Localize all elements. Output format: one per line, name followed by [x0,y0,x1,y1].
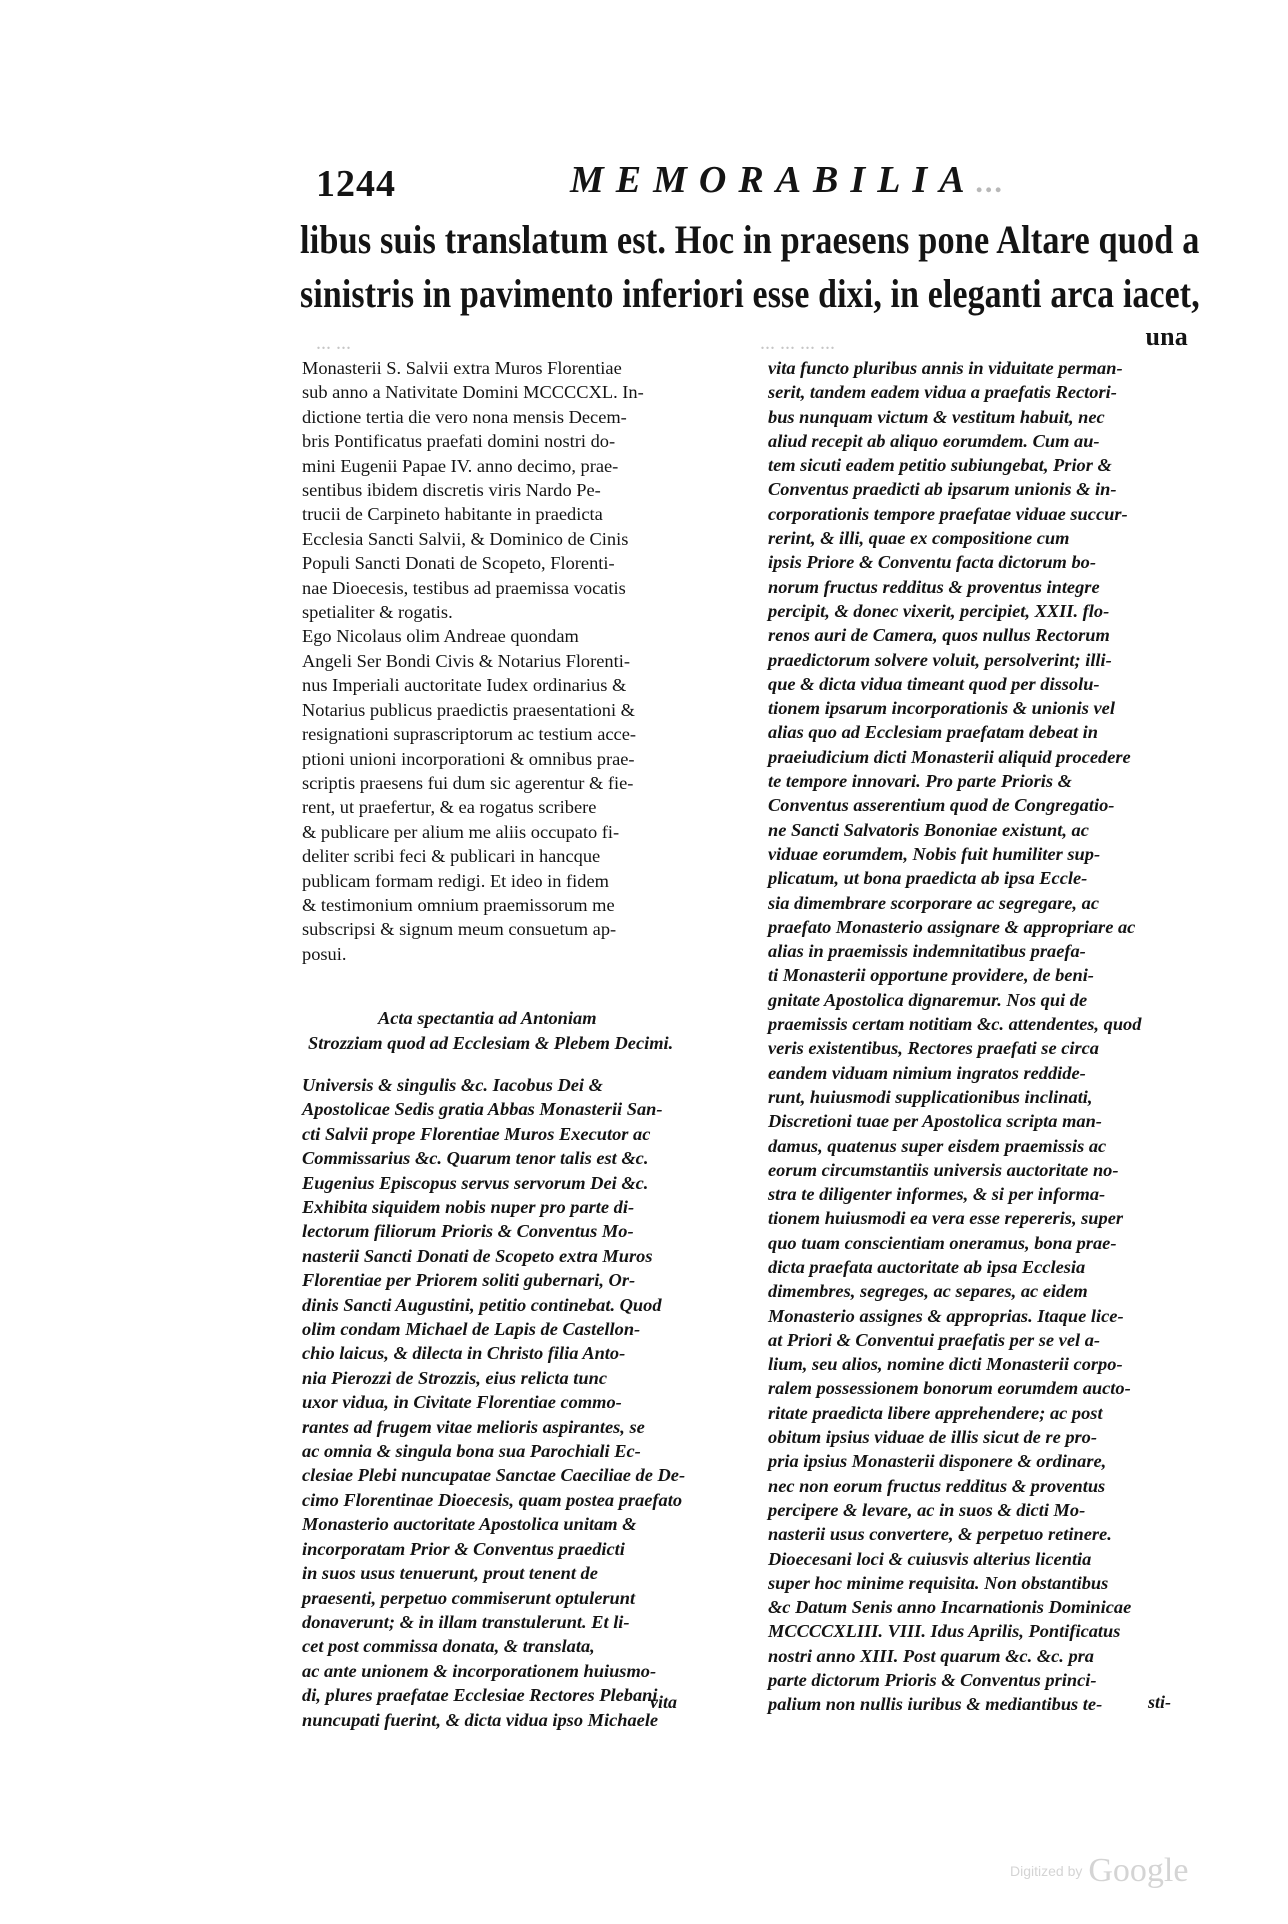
text-line: Conventus praedicti ab ipsarum unionis & in- [768,479,1117,500]
text-line: rantes ad frugem vitae melioris aspirantes, se [302,1416,645,1437]
text-line: & testimonium omnium praemissorum me [302,894,615,915]
text-line: veris existentibus, Rectores praefati se circa [768,1038,1099,1059]
text-line: viduae eorumdem, Nobis fuit humiliter sup- [768,843,1101,864]
text-line: Eugenius Episcopus servus servorum Dei &c. [302,1172,649,1193]
text-line: te tempore innovari. Pro parte Prioris & [768,771,1072,792]
text-line: dinis Sancti Augustini, petitio continebat. Quod [302,1294,662,1315]
text-line: publicam formam redigi. Et ideo in fidem [302,870,609,891]
text-line: serit, tandem eadem vidua a praefatis Rectori- [768,382,1117,403]
catchword-right: sti- [1148,1692,1172,1712]
text-line: bris Pontificatus praefati domini nostri do- [302,431,616,452]
text-line: Commissarius &c. Quarum tenor talis est &c. [302,1148,649,1169]
text-line: ptioni unioni incorporationi & omnibus prae- [302,748,635,769]
text-line: praedictorum solvere voluit, persolverint; illi- [768,649,1112,670]
text-line: percipere & levare, ac in suos & dicti Mo- [768,1499,1086,1520]
text-line: Ego Nicolaus olim Andreae quondam [302,626,579,647]
text-line: damus, quatenus super eisdem praemissis ac [768,1135,1107,1156]
text-line: Discretioni tuae per Apostolica scripta man- [768,1111,1102,1132]
text-line: percipit, & donec vixerit, percipiet, XXII. flo- [768,600,1110,621]
text-line: posui. [302,943,347,964]
watermark-prefix: Digitized by [1010,1863,1083,1879]
text-line: ipsis Priore & Conventu facta dictorum bo- [768,552,1096,573]
bleed-through-text-left: ... ... [316,332,351,354]
text-line: parte dictorum Prioris & Conventus princi- [768,1670,1097,1691]
text-line: Monasterio auctoritate Apostolica unitam & [302,1514,637,1535]
section-spacer-2 [302,1055,740,1073]
text-line: gnitate Apostolica dignaremur. Nos qui de [768,989,1088,1010]
right-column-text [768,356,1206,1717]
text-line: praemissis certam notitiam &c. attendentes, quod [768,1014,1142,1035]
left-column-text-b [302,1073,740,1732]
catchword-left: vita [650,1692,677,1712]
text-line: at Priori & Conventui praefatis per se vel a- [768,1329,1101,1350]
text-line: eorum circumstantiis universis auctoritate no- [768,1159,1119,1180]
running-title-tail: ... [976,166,1006,199]
text-line: clesiae Plebi nuncupatae Sanctae Caeciliae de De- [302,1465,686,1486]
text-line: chio laicus, & dilecta in Christo filia Anto- [302,1343,626,1364]
text-line: Notarius publicus praedictis praesentationi & [302,699,635,720]
text-line: nuncupati fuerint, & dicta vidua ipso Michaele [302,1709,659,1730]
text-line: runt, huiusmodi supplicationibus inclinati, [768,1086,1093,1107]
text-line: Dioecesani loci & cuiusvis alterius licentia [768,1548,1092,1569]
text-line: incorporatam Prior & Conventus praedicti [302,1538,625,1559]
text-line: Ecclesia Sancti Salvii, & Dominico de Cinis [302,528,629,549]
text-line: praesenti, perpetuo commiserunt optulerunt [302,1587,636,1608]
text-line: super hoc minime requisita. Non obstantibus [768,1572,1109,1593]
text-line: ralem possessionem bonorum eorumdem aucto- [768,1378,1131,1399]
text-line: corporationis tempore praefatae viduae succur- [768,503,1128,524]
text-line: rerint, & illi, quae ex compositione cum [768,528,1070,549]
text-line: nostri anno XIII. Post quarum &c. &c. pra [768,1645,1095,1666]
left-column [302,356,740,1732]
text-line: praefato Monasterio assignare & appropriare ac [768,916,1136,937]
text-line: renos auri de Camera, quos nullus Rectorum [768,625,1110,646]
text-line: lium, seu alios, nomine dicti Monasterii corpo- [768,1354,1123,1375]
text-line: donaverunt; & in illam transtulerunt. Et li- [302,1611,630,1632]
text-line: eandem viduam nimium ingratos reddide- [768,1062,1086,1083]
text-line: cimo Florentinae Dioecesis, quam postea praefato [302,1489,683,1510]
text-line: cti Salvii prope Florentiae Muros Executor ac [302,1123,651,1144]
text-line: nus Imperiali auctoritate Iudex ordinarius & [302,675,627,696]
text-line: dimembres, segreges, ac separes, ac eidem [768,1281,1088,1302]
running-title-text: MEMORABILIA [570,159,977,201]
text-line: lectorum filiorum Prioris & Conventus Mo- [302,1221,634,1242]
text-line: quo tuam conscientiam oneramus, bona prae- [768,1232,1117,1253]
text-line: Monasterio assignes & approprias. Itaque lice- [768,1305,1124,1326]
text-line: subscripsi & signum meum consuetum ap- [302,919,617,940]
text-line: MCCCCXLIII. VIII. Idus Aprilis, Pontificatus [768,1621,1121,1642]
text-line: mini Eugenii Papae IV. anno decimo, prae- [302,455,619,476]
text-line: tionem huiusmodi ea vera esse repereris, super [768,1208,1124,1229]
text-line: palium non nullis iuribus & mediantibus te- [768,1694,1103,1715]
text-line: spetialiter & rogatis. [302,602,453,623]
text-line: alias in praemissis indemnitatibus praefa- [768,941,1086,962]
text-line: Florentiae per Priorem soliti gubernari, Or- [302,1270,636,1291]
top-text-line-3: una [1145,322,1188,351]
running-title [570,158,1005,202]
left-column-text-a [302,356,740,966]
text-line: scriptis praesens fui dum sic agerentur & fie- [302,772,634,793]
text-line: sia dimembrare scorporare ac segregare, ac [768,892,1099,913]
section-heading-line-2: Strozziam quod ad Ecclesiam & Plebem Decimi. [308,1032,674,1053]
text-line: & publicare per alium me aliis occupato fi- [302,821,620,842]
text-line: alias quo ad Ecclesiam praefatam debeat in [768,722,1098,743]
text-line: dicta praefata auctoritate ab ipsa Ecclesia [768,1256,1086,1277]
text-line: ti Monasterii opportune providere, de beni- [768,965,1094,986]
text-line: sub anno a Nativitate Domini MCCCCXL. In- [302,382,644,403]
digitized-watermark [1010,1852,1188,1890]
text-line: stra te diligenter informes, & si per informa- [768,1184,1106,1205]
text-line: rent, ut praefertur, & ea rogatus scribere [302,797,597,818]
text-line: obitum ipsius viduae de illis sicut de re pro- [768,1427,1098,1448]
text-line: tionem ipsarum incorporationis & unionis vel [768,698,1115,719]
text-line: ac omnia & singula bona sua Parochiali Ec- [302,1441,641,1462]
text-line: nasterii Sancti Donati de Scopeto extra Muros [302,1245,653,1266]
text-line: aliud recepit ab aliquo eorumdem. Cum au- [768,430,1100,451]
text-line: deliter scribi feci & publicari in hancque [302,846,601,867]
top-text-line-2: sinistris in pavimento inferiori esse dixi, in eleganti arca iacet, [300,271,1200,316]
text-line: nec non eorum fructus redditus & proventus [768,1475,1106,1496]
page-number: 1244 [316,163,396,205]
text-line: Exhibita siquidem nobis nuper pro parte di- [302,1197,635,1217]
text-line: Conventus asserentium quod de Congregatio- [768,795,1115,816]
text-line: Universis & singulis &c. Iacobus Dei & [302,1074,603,1095]
text-line: in suos usus tenuerunt, prout tenent de [302,1563,598,1584]
text-line: Angeli Ser Bondi Civis & Notarius Florenti- [302,650,630,671]
text-line: tem sicuti eadem petitio subiungebat, Prior & [768,455,1112,476]
text-line: norum fructus redditus & proventus integre [768,576,1100,597]
text-line: nasterii usus convertere, & perpetuo retinere. [768,1524,1112,1545]
text-line: trucii de Carpineto habitante in praedicta [302,504,603,525]
text-line: plicatum, ut bona praedicta ab ipsa Eccle- [768,868,1088,889]
text-line: sentibus ibidem discretis viris Nardo Pe- [302,480,601,501]
text-line: bus nunquam victum & vestitum habuit, nec [768,406,1105,427]
right-column [768,356,1206,1717]
text-line: praeiudicium dicti Monasterii aliquid procedere [768,746,1131,767]
section-heading-line-1: Acta spectantia ad Antoniam [378,1008,597,1029]
text-line: ne Sancti Salvatoris Bononiae existunt, ac [768,819,1089,840]
text-line: que & dicta vidua timeant quod per dissolu- [768,673,1100,694]
text-line: uxor vidua, in Civitate Florentiae commo- [302,1392,622,1413]
text-line: olim condam Michael de Lapis de Castellon- [302,1319,641,1340]
text-line: nia Pierozzi de Strozzis, eius relicta tunc [302,1367,608,1388]
text-line: ritate praedicta libere apprehendere; ac post [768,1402,1103,1423]
section-spacer [302,966,740,1006]
text-line: Monasterii S. Salvii extra Muros Florentiae [302,358,622,378]
bleed-through-text-right: ... ... ... ... [760,332,835,354]
top-text-line-1: libus suis translatum est. Hoc in praesens pone Altare quod a [300,217,1200,262]
text-line: Apostolicae Sedis gratia Abbas Monasterii San- [302,1099,663,1120]
text-line: &c Datum Senis anno Incarnationis Dominicae [768,1597,1132,1618]
text-line: vita functo pluribus annis in viduitate perman- [768,358,1123,378]
text-line: ac ante unionem & incorporationem huiusmo- [302,1660,657,1681]
watermark-brand: Google [1088,1852,1189,1889]
text-line: cet post commissa donata, & translata, [302,1636,595,1657]
text-line: dictione tertia die vero nona mensis Decem- [302,406,627,427]
text-line: pria ipsius Monasterii disponere & ordinare, [768,1451,1107,1472]
text-line: resignationi suprascriptorum ac testium acce- [302,724,636,745]
text-line: Populi Sancti Donati de Scopeto, Florenti- [302,553,615,574]
text-line: di, plures praefatae Ecclesiae Rectores Plebani [302,1685,658,1706]
text-line: nae Dioecesis, testibus ad praemissa vocatis [302,577,626,598]
